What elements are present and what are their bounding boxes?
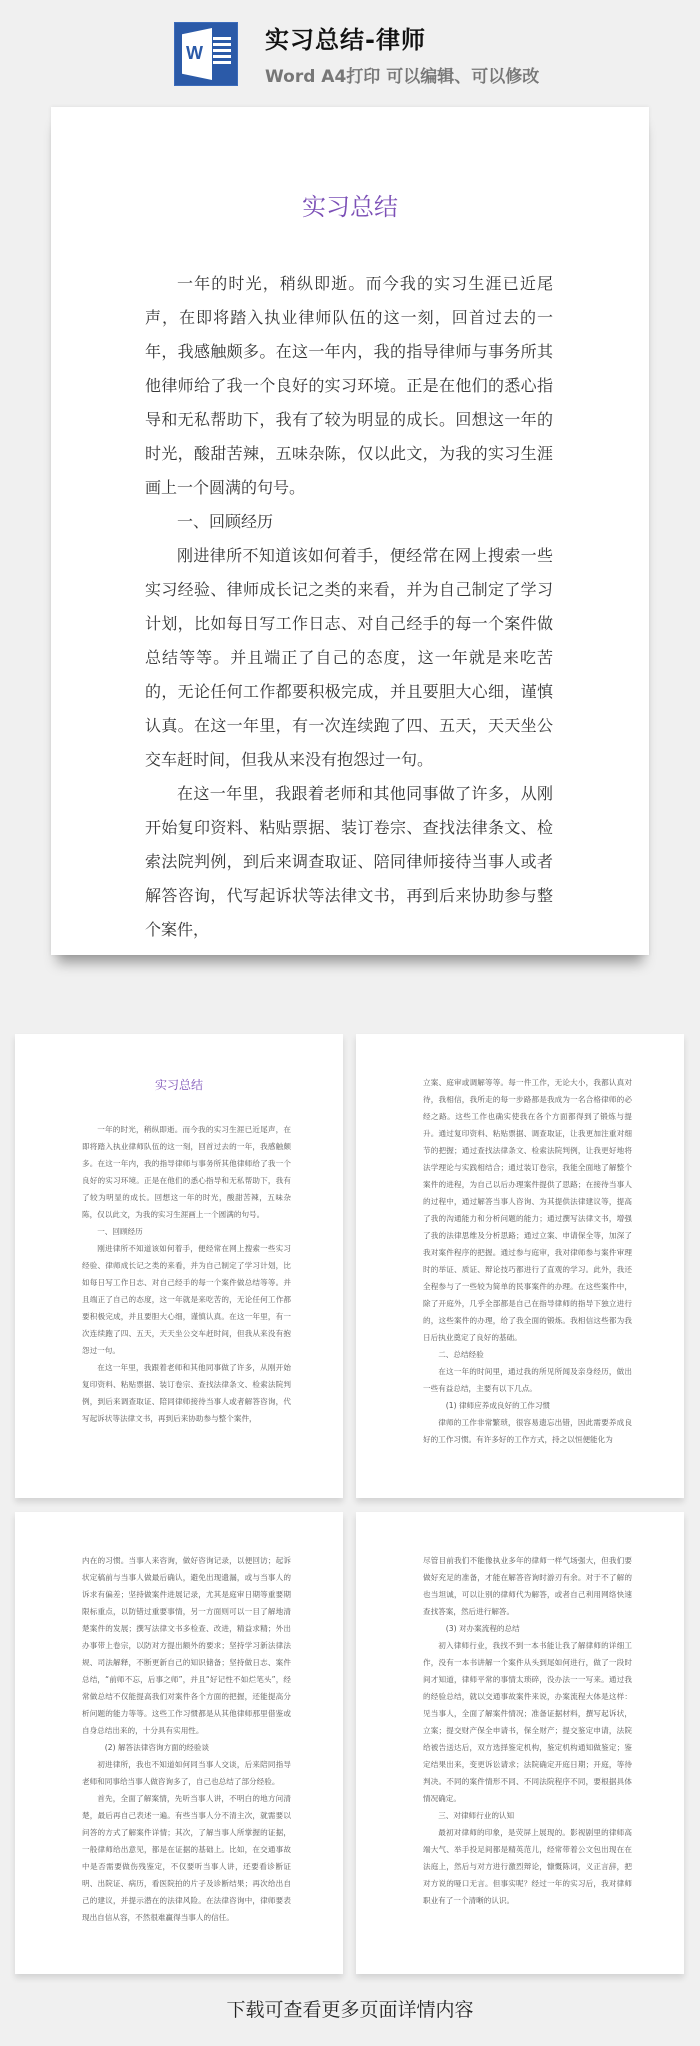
section-heading: 三、对律师行业的认知 — [438, 1811, 515, 1820]
paragraph: 首先，全面了解案情，先听当事人讲，不明白的地方问清楚，最后再自己表述一遍。有些当事人分不清主次，就需要以问答的方式了解案件详情；其次，了解当事人所掌握的证据，一般律师给出意见，都是在证据的基础上。比如，在交通事故中是否需要做伤残鉴定，不仅要听当事人讲，还要看诊断证明、出院证、病历，看医院拍的片子及诊断结果；再次给出自己的建议，并提示潜在的法律风险。在法律咨询中，律师要表现出自信从容，不然很难赢得当事人的信任。 — [82, 1794, 291, 1922]
doc-heading: 实习总结 — [154, 1078, 203, 1092]
paragraph: 初进律所，我也不知道如何同当事人交谈，后来陪同指导老师和同事给当事人做咨询多了，自己也总结了部分经验。 — [82, 1760, 291, 1786]
paragraph: 尽管目前我们不能像执业多年的律师一样气场强大，但我们要做好充足的准备，才能在解答咨询时游刃有余。对于不了解的也当坦诚，可以让别的律师代为解答，或者自己利用网络快速查找答案，然后进行解答。 — [423, 1556, 632, 1616]
page-thumbnail-3[interactable] — [15, 1512, 343, 1974]
doc-heading: 实习总结 — [302, 193, 398, 221]
paragraph: 内在的习惯。当事人来咨询，做好咨询记录，以便回访；起诉状定稿前与当事人做最后确认，避免出现遗漏，或与当事人的诉求有偏差；坚持做案件进展记录，尤其是庭审日期等重要期限标重点，以防错过重要事情，另一方面则可以一目了解地清楚案件的发展；撰写法律文书多检查、改进，精益求精；外出办事带上卷宗，以防对方提出额外的要求；坚持学习新法律法规、司法解释，不断更新自己的知识储备；坚持做日志、案件总结，“前师不忘，后事之师”，并且“好记性不如烂笔头”，经常做总结不仅能提高我们对案件各个方面的把握，还能提高分析问题的能力等等。这些工作习惯都是从其他律师那里借鉴或自身总结出来的，十分具有实用性。 — [82, 1556, 291, 1735]
document-title: 实习总结-律师 — [265, 26, 426, 54]
header — [0, 0, 700, 100]
doc-body — [423, 1512, 632, 1909]
doc-body — [82, 1121, 291, 1427]
doc-body — [145, 267, 553, 947]
sub-heading: (3) 对办案流程的总结 — [445, 1624, 520, 1633]
paragraph: 在这一年里，我跟着老师和其他同事做了许多，从刚开始复印资料、粘贴票据、装订卷宗、查找法律条文、检索法院判例，到后来调查取证、陪同律师接待当事人或者解答咨询，代写起诉状等法律文书，再到后来协助参与整个案件， — [82, 1363, 291, 1423]
paragraph: 在这一年的时间里，通过我的所见所闻及亲身经历，做出一些有益总结，主要有以下几点。 — [423, 1367, 632, 1393]
section-heading: 一、回顾经历 — [97, 1227, 143, 1236]
word-lines-icon — [213, 37, 231, 67]
paragraph: 立案、庭审或调解等等。每一件工作，无论大小，我都认真对待，我相信，我所走的每一步路都是我成为一名合格律师的必经之路。这些工作也确实使我在各个方面都得到了锻炼与提升。通过复印资料、粘贴票据、调查取证，让我更加注重对细节的把握；通过查找法律条文、检索法院判例，让我更好地将法学理论与实践相结合；通过装订卷宗，我能全面地了解整个案件的进程，为自己以后办理案件提供了思路；在接待当事人的过程中，通过解答当事人咨询、为其提供法律建议等，提高了我的沟通能力和分析问题的能力；通过撰写法律文书，增强了我的法律思维及分析思路；通过立案、申请保全等，加深了我对案件程序的把握。通过参与庭审，我对律师参与案件审理时的举证、质证、辩论技巧都进行了直观的学习。此外，我还全程参与了一些较为简单的民事案件的办理。在这些案件中，除了开庭外，几乎全部都是自己在指导律师的指导下独立进行的，这些案件的办理，给了我全面的锻炼。我相信这些都为我日后执业奠定了良好的基础。 — [423, 1078, 632, 1342]
page-thumbnail-1[interactable] — [15, 1034, 343, 1498]
main-page-preview — [51, 107, 649, 955]
paragraph: 一年的时光，稍纵即逝。而今我的实习生涯已近尾声，在即将踏入执业律师队伍的这一刻，回首过去的一年，我感触颇多。在这一年内，我的指导律师与事务所其他律师给了我一个良好的实习环境。正是在他们的悉心指导和无私帮助下，我有了较为明显的成长。回想这一年的时光，酸甜苦辣，五味杂陈，仅以此文，为我的实习生涯画上一个圆满的句号。 — [82, 1125, 291, 1219]
paragraph: 最初对律师的印象，是荧屏上展现的。影视剧里的律师高端大气、举手投足间都是精英范儿，经常带着公文包出现在在法庭上，然后与对方进行激烈辩论，慷慨陈词，义正言辞，把对方说的哑口无言。但事实呢？经过一年的实习后，我对律师职业有了一个清晰的认识。 — [423, 1828, 632, 1905]
paragraph: 一年的时光，稍纵即逝。而今我的实习生涯已近尾声，在即将踏入执业律师队伍的这一刻，回首过去的一年，我感触颇多。在这一年内，我的指导律师与事务所其他律师给了我一个良好的实习环境。正是在他们的悉心指导和无私帮助下，我有了较为明显的成长。回想这一年的时光，酸甜苦辣，五味杂陈，仅以此文，为我的实习生涯画上一个圆满的句号。 — [145, 274, 553, 497]
sub-heading: (2) 解答法律咨询方面的经验谈 — [104, 1743, 210, 1752]
document-subtitle: Word A4打印 可以编辑、可以修改 — [265, 67, 540, 87]
doc-body — [423, 1034, 632, 1448]
paragraph: 在这一年里，我跟着老师和其他同事做了许多，从刚开始复印资料、粘贴票据、装订卷宗、查找法律条文、检索法院判例，到后来调查取证、陪同律师接待当事人或者解答咨询，代写起诉状等法律文书，再到后来协助参与整个案件， — [145, 784, 553, 939]
word-letter: W — [186, 43, 203, 63]
page-thumbnail-4[interactable] — [356, 1512, 684, 1974]
page-thumbnail-2[interactable] — [356, 1034, 684, 1498]
paragraph: 刚进律所不知道该如何着手，便经常在网上搜索一些实习经验、律师成长记之类的来看，并为自己制定了学习计划，比如每日写工作日志、对自己经手的每一个案件做总结等等。并且端正了自己的态度，这一年就是来吃苦的，无论任何工作都要积极完成，并且要胆大心细，谨慎认真。在这一年里，有一次连续跑了四、五天，天天坐公交车赶时间，但我从来没有抱怨过一句。 — [82, 1244, 291, 1355]
paragraph: 初入律师行业，我找不到一本书能让我了解律师的详细工作，没有一本书讲解一个案件从头到尾如何进行，做了一段时间才知道，律师平常的事情太琐碎，没办法一一写来。通过我的经验总结，就以交通事故案件来说，办案流程大体是这样：见当事人，全面了解案件情况；准备证据材料，撰写起诉状，立案；提交财产保全申请书，保全财产；提交鉴定申请，法院给被告送达后，双方选择鉴定机构，鉴定机构通知做鉴定；鉴定结果出来，变更诉讼请求；法院确定开庭日期；开庭，等待判决。不同的案件情形不同、不同法院程序不同，要根据具体情况确定。 — [423, 1641, 632, 1803]
word-doc-icon — [174, 22, 238, 86]
sub-heading: (1) 律师应养成良好的工作习惯 — [445, 1401, 551, 1410]
section-heading: 一、回顾经历 — [177, 512, 274, 531]
section-heading: 二、总结经验 — [438, 1350, 484, 1359]
download-more-link[interactable]: 下载可查看更多页面详情内容 — [226, 1999, 474, 2021]
doc-body — [82, 1512, 291, 1926]
paragraph: 刚进律所不知道该如何着手，便经常在网上搜索一些实习经验、律师成长记之类的来看，并为自己制定了学习计划，比如每日写工作日志、对自己经手的每一个案件做总结等等。并且端正了自己的态度，这一年就是来吃苦的，无论任何工作都要积极完成，并且要胆大心细，谨慎认真。在这一年里，有一次连续跑了四、五天，天天坐公交车赶时间，但我从来没有抱怨过一句。 — [145, 546, 553, 769]
paragraph: 律师的工作非常繁琐，很容易遗忘出错，因此需要养成良好的工作习惯。有许多好的工作方式，持之以恒便能化为 — [423, 1418, 632, 1444]
